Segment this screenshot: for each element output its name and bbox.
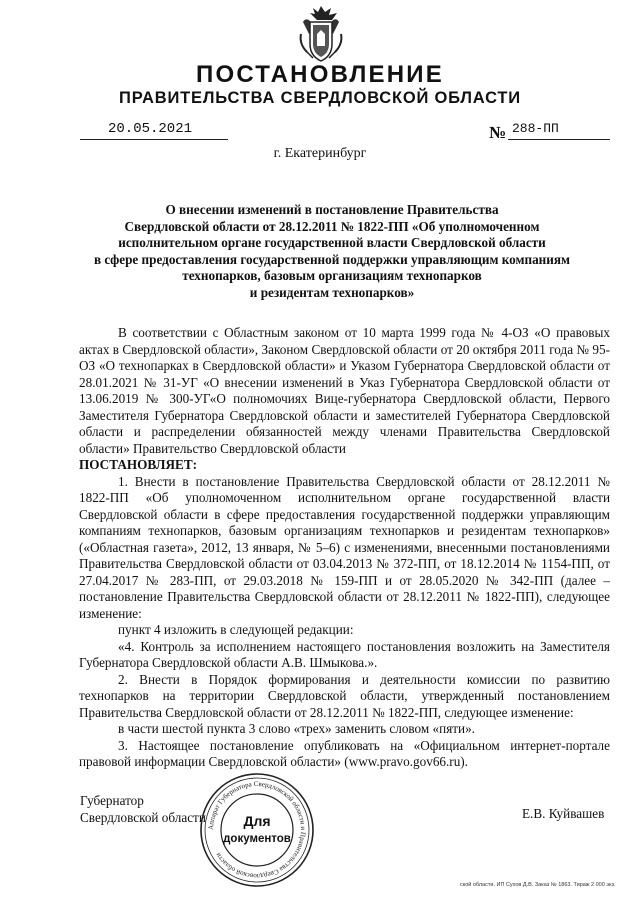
document-issuer: ПРАВИТЕЛЬСТВА СВЕРДЛОВСКОЙ ОБЛАСТИ	[119, 89, 521, 107]
heading-line: О внесении изменений в постановление Правительства	[165, 202, 499, 217]
document-heading	[72, 202, 592, 301]
heading-line: и резидентам технопарков»	[249, 284, 415, 300]
document-body	[79, 325, 610, 771]
heading-line: технопарков, базовым организациям технопарков	[182, 268, 482, 283]
stamp-ring-text: Аппарат Губернатора Свердловской области и Правительства Свердловской области	[206, 779, 308, 881]
heading-line: исполнительном органе государственной власти Свердловской области	[118, 235, 546, 250]
signatory-position	[80, 793, 206, 826]
print-info: ской области. ИП Сухов Д.В. Заказ № 1863. Тираж 2 000 экз.	[460, 882, 616, 888]
item-2-change: в части шестой пункта 3 слово «трех» заменить словом «пяти».	[118, 721, 475, 736]
document-title: ПОСТАНОВЛЕНИЕ	[196, 61, 444, 88]
signatory-name: Е.В. Куйвашев	[522, 806, 605, 821]
number-sign: №	[489, 123, 507, 142]
signatory-position-line: Свердловской области	[80, 809, 206, 825]
round-stamp-icon	[197, 770, 317, 890]
stamp-center-line: Для	[243, 813, 271, 829]
preamble-paragraph: В соответствии с Областным законом от 10 марта 1999 года № 4-ОЗ «О правовых актах в Свердловской области», Законом Свердловской области от 20 октября 2011 года № 95-ОЗ «О технопарках в Свердловской области» и Указом Губернатора Свердловской области от 28.01.2021 № 31-УГ «О внесении изменений в Указ Губернатора Свердловской области от 13.06.2019 № 300-УГ«О полномочиях Вице-губернатора Свердловской области, Первого Заместителя Губернатора Свердловской области и заместителей Губернатора Свердловской области и распределении обязанностей между членами Правительства Свердловской области» Правительство Свердловской области	[79, 325, 610, 456]
item-3-paragraph: 3. Настоящее постановление опубликовать на «Официальном интернет-портале правовой информации Свердловской области» (www.pravo.gov66.ru).	[79, 737, 610, 769]
document-city: г. Екатеринбург	[273, 146, 367, 161]
item-1-quote: «4. Контроль за исполнением настоящего постановления возложить на Заместителя Губернатора Свердловской области А.В. Шмыкова.».	[79, 638, 610, 670]
stamp-center-line: документов	[223, 833, 291, 845]
item-1-paragraph: 1. Внести в постановление Правительства Свердловской области от 28.12.2011 № 1822-ПП «Об уполномоченном исполнительном органе государственной власти Свердловской области в сфере предоставления государственной поддержки управляющим компаниям технопарков, базовым организациям технопарков и резидентам технопарков» («Областная газета», 2012, 13 января, № 5–6) с изменениями, внесенными постановлениями Правительства Свердловской области от 03.04.2013 № 372-ПП, от 18.12.2014 № 1154-ПП, от 27.04.2017 № 283-ПП, от 29.03.2018 № 159-ПП и от 28.05.2020 № 342-ПП (далее – постановление Правительства Свердловской области от 28.12.2011 № 1822-ПП), следующее изменение:	[79, 473, 610, 621]
signatory-position-line: Губернатор	[80, 793, 144, 808]
item-2-paragraph: 2. Внести в Порядок формирования и деятельности комиссии по развитию технопарков на территории Свердловской области, утвержденный постановлением Правительства Свердловской области от 28.12.2011 № 1822-ПП, следующее изменение:	[79, 671, 610, 720]
heading-line: в сфере предоставления государственной поддержки управляющим компаниям	[94, 251, 570, 267]
item-1-point: пункт 4 изложить в следующей редакции:	[118, 622, 354, 637]
heading-line: Свердловской области от 28.12.2011 № 1822-ПП «Об уполномоченном	[124, 218, 540, 234]
number-underline	[508, 139, 610, 140]
coat-of-arms-icon	[295, 4, 347, 64]
date-underline	[80, 139, 228, 140]
document-number: 288-ПП	[512, 121, 559, 136]
svg-text:Аппарат Губернатора Свердловск	[207, 780, 307, 880]
document-date: 20.05.2021	[108, 121, 193, 137]
resolves-heading: ПОСТАНОВЛЯЕТ:	[79, 457, 198, 472]
